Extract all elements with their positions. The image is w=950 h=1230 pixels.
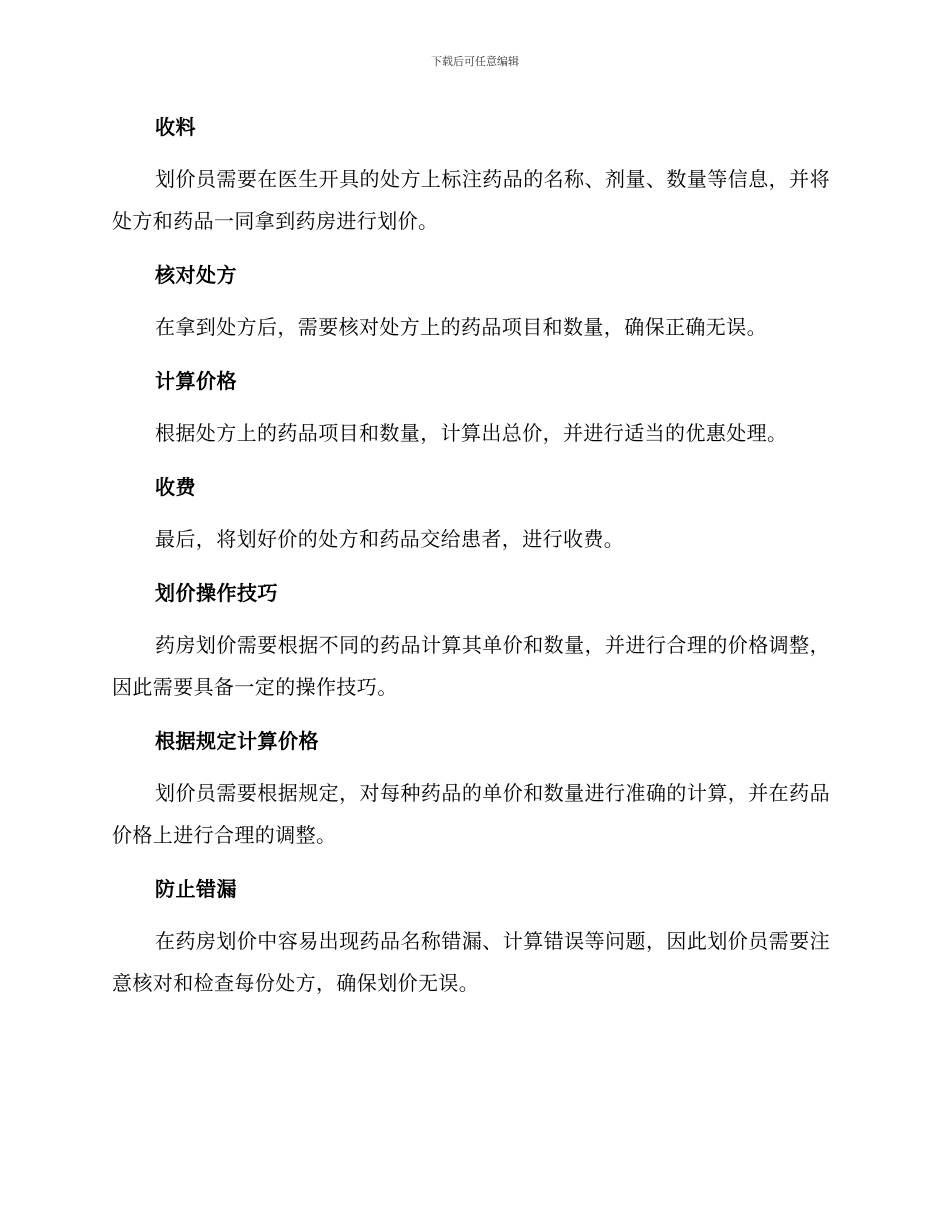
section-paragraph: 药房划价需要根据不同的药品计算其单价和数量，并进行合理的价格调整，因此需要具备一定的操作技巧。 [112, 633, 830, 699]
section-heading: 核对处方 [155, 263, 237, 287]
section-paragraph: 划价员需要在医生开具的处方上标注药品的名称、剂量、数量等信息，并将处方和药品一同拿到药房进行划价。 [112, 167, 830, 233]
section-paragraph: 在药房划价中容易出现药品名称错漏、计算错误等问题，因此划价员需要注意核对和检查每份处方，确保划价无误。 [112, 929, 830, 995]
section-heading: 划价操作技巧 [155, 581, 278, 605]
section-paragraph: 根据处方上的药品项目和数量，计算出总价，并进行适当的优惠处理。 [155, 421, 788, 445]
section-heading: 计算价格 [155, 369, 237, 393]
section-heading: 防止错漏 [155, 877, 237, 901]
document-body [112, 106, 830, 1006]
section-heading: 收料 [155, 115, 196, 139]
section-paragraph: 最后，将划好价的处方和药品交给患者，进行收费。 [155, 527, 625, 551]
section-heading: 根据规定计算价格 [155, 729, 319, 753]
section-paragraph: 划价员需要根据规定，对每种药品的单价和数量进行准确的计算，并在药品价格上进行合理的调整。 [112, 781, 830, 847]
section-heading: 收费 [155, 475, 196, 499]
header-note: 下载后可任意编辑 [431, 55, 519, 68]
section-paragraph: 在拿到处方后，需要核对处方上的药品项目和数量，确保正确无误。 [155, 315, 767, 339]
